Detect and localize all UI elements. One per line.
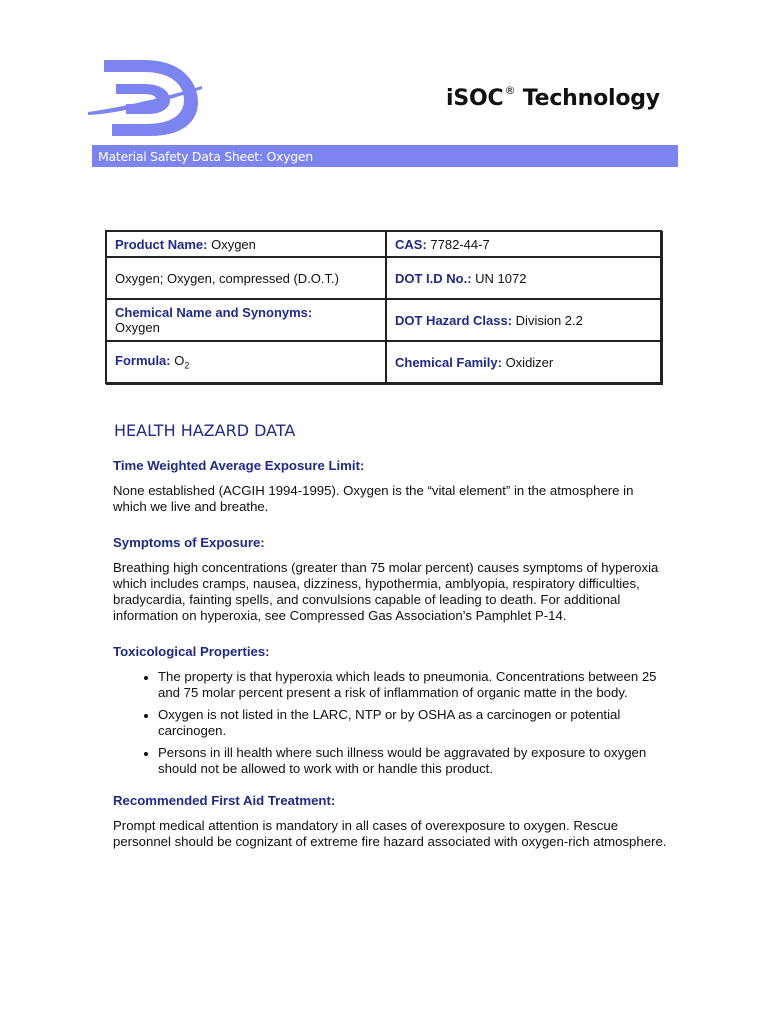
formula-cell: Formula: $O_2$ <box>106 341 386 383</box>
document-title-banner: Material Safety Data Sheet: Oxygen <box>92 145 678 167</box>
health-hazard-heading: HEALTH HAZARD DATA <box>114 421 296 440</box>
toxicological-heading: Toxicological Properties: <box>113 644 270 659</box>
product-info-table <box>105 230 662 384</box>
twa-heading: Time Weighted Average Exposure Limit: <box>113 458 365 473</box>
toxicological-list <box>113 669 668 777</box>
chemical-name-cell: Chemical Name and Synonyms: Oxygen <box>106 299 386 341</box>
registered-mark: ® <box>504 84 516 97</box>
dot-id-cell: DOT I.D No.: UN 1072 <box>386 257 661 299</box>
first-aid-heading: Recommended First Aid Treatment: <box>113 793 336 808</box>
list-item: • Persons in ill health where such illness would be aggravated by exposure to oxygen should not be allowed to work with or handle this product. <box>158 745 668 777</box>
brand-name: iSOC <box>446 86 504 111</box>
product-name-cell: Product Name: Oxygen <box>106 231 386 257</box>
table-row <box>106 231 661 257</box>
twa-text: None established (ACGIH 1994-1995). Oxygen is the “vital element” in the atmosphere in which we live and breathe. <box>113 483 634 514</box>
list-item: • The property is that hyperoxia which leads to pneumonia. Concentrations between 25 and 75 molar percent present a risk of inflammation of organic matte in the body. <box>158 669 668 701</box>
synonyms-line-cell: Oxygen; Oxygen, compressed (D.O.T.) <box>106 257 386 299</box>
symptoms-text: Breathing high concentrations (greater than 75 molar percent) causes symptoms of hyperoxia which includes cramps, nausea, dizziness, hypothermia, amblyopia, respiratory difficulties, bradycardia, fainting spells, and convulsions capable of leading to death. For additional information on hyperoxia, see Compressed Gas Association’s Pamphlet P-14. <box>113 560 659 623</box>
hazard-class-cell: DOT Hazard Class: Division 2.2 <box>386 299 661 341</box>
brand-title <box>446 86 660 111</box>
isoc-logo-icon <box>86 56 204 140</box>
symptoms-heading: Symptoms of Exposure: <box>113 535 265 550</box>
first-aid-text: Prompt medical attention is mandatory in all cases of overexposure to oxygen. Rescue personnel should be cognizant of extreme fire hazard associated with oxygen-rich atmosphere. <box>113 818 667 849</box>
table-row <box>106 299 661 341</box>
cas-cell: CAS: 7782-44-7 <box>386 231 661 257</box>
chemical-family-cell: Chemical Family: Oxidizer <box>386 341 661 383</box>
health-hazard-content <box>113 458 668 870</box>
brand-suffix: Technology <box>522 86 660 111</box>
list-item: • Oxygen is not listed in the LARC, NTP or by OSHA as a carcinogen or potential carcinogen. <box>158 707 668 739</box>
table-row <box>106 257 661 299</box>
table-row <box>106 341 661 383</box>
